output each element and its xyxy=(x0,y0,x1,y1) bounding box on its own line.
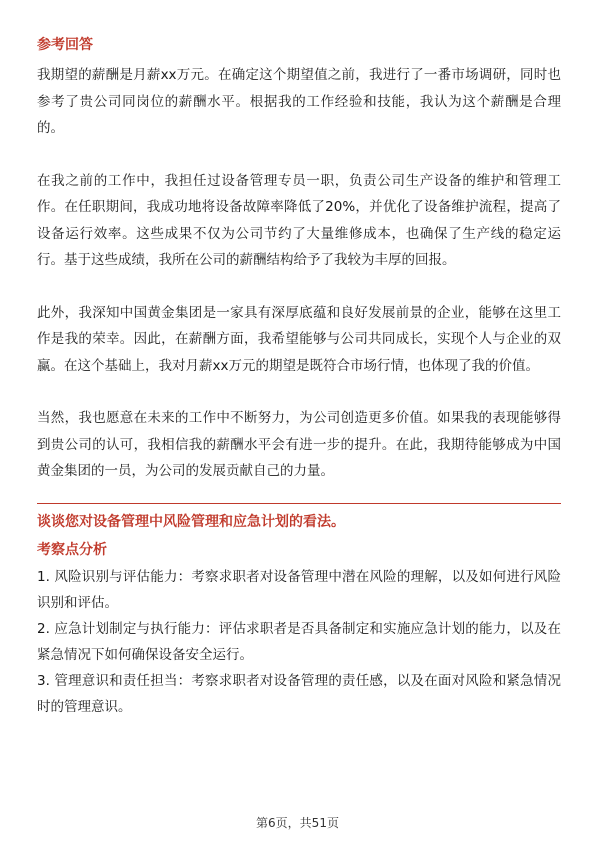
analysis-item-3: 3. 管理意识和责任担当：考察求职者对设备管理的责任感，以及在面对风险和紧急情况时的管理意识。 xyxy=(37,672,561,715)
paragraph-spacer xyxy=(37,274,561,300)
answer-heading: 参考回答 xyxy=(37,37,93,53)
paragraph-spacer xyxy=(37,379,561,405)
question-title: 谈谈您对设备管理中风险管理和应急计划的看法。 xyxy=(37,513,345,530)
answer-paragraph-4: 当然，我也愿意在未来的工作中不断努力，为公司创造更多价值。如果我的表现能够得到贵公司的认可，我相信我的薪酬水平会有进一步的提升。在此，我期待能够成为中国黄金集团的一员，为公司的发展贡献自己的力量。 xyxy=(37,410,561,479)
analysis-item-1: 1. 风险识别与评估能力：考察求职者对设备管理中潜在风险的理解，以及如何进行风险识别和评估。 xyxy=(37,568,561,611)
analysis-item-2: 2. 应急计划制定与执行能力：评估求职者是否具备制定和实施应急计划的能力，以及在紧急情况下如何确保设备安全运行。 xyxy=(37,620,561,663)
section-divider xyxy=(37,503,561,504)
page-content xyxy=(37,35,561,720)
analysis-heading: 考察点分析 xyxy=(37,541,107,558)
paragraph-spacer xyxy=(37,142,561,168)
answer-paragraph-3: 此外，我深知中国黄金集团是一家具有深厚底蕴和良好发展前景的企业，能够在这里工作是我的荣幸。因此，在薪酬方面，我希望能够与公司共同成长，实现个人与企业的双赢。在这个基础上，我对月薪xx万元的期望是既符合市场行情，也体现了我的价值。 xyxy=(37,304,561,374)
answer-paragraph-2: 在我之前的工作中，我担任过设备管理专员一职，负责公司生产设备的维护和管理工作。在任职期间，我成功地将设备故障率降低了20%，并优化了设备维护流程，提高了设备运行效率。这些成果不仅为公司节约了大量维修成本，也确保了生产线的稳定运行。基于这些成绩，我所在公司的薪酬结构给予了我较为丰厚的回报。 xyxy=(37,172,561,268)
answer-paragraph-1: 我期望的薪酬是月薪xx万元。在确定这个期望值之前，我进行了一番市场调研，同时也参考了贵公司同岗位的薪酬水平。根据我的工作经验和技能，我认为这个薪酬是合理的。 xyxy=(37,67,561,136)
page-footer: 第6页，共51页 xyxy=(256,816,339,830)
